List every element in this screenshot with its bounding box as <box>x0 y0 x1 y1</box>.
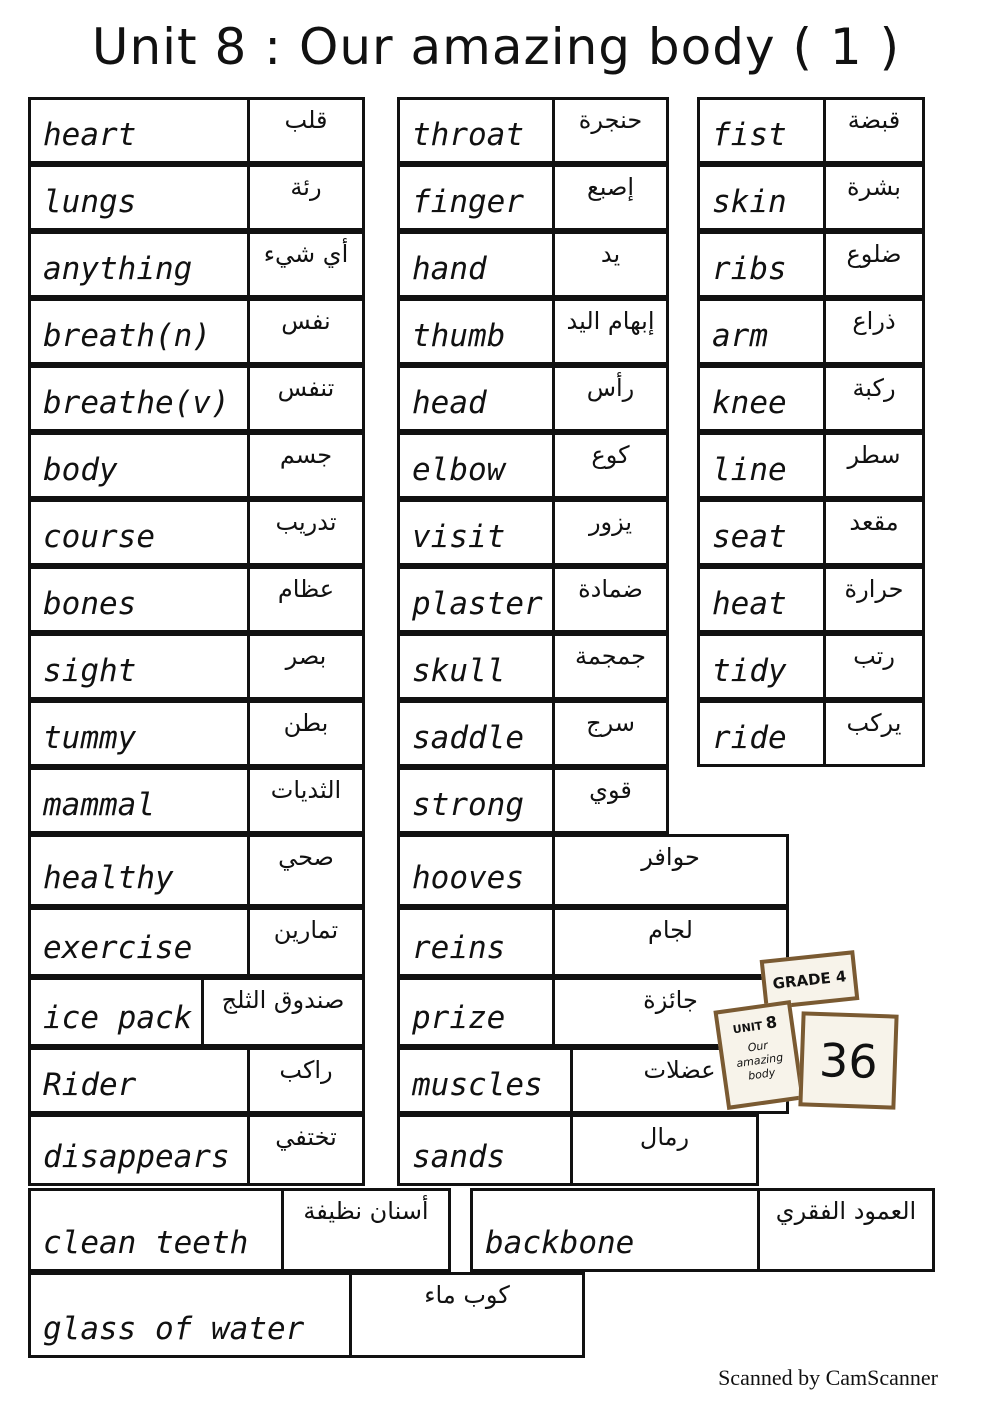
arabic-translation: نفس <box>247 301 362 362</box>
arabic-translation: بصر <box>247 636 362 697</box>
vocab-row <box>28 767 365 834</box>
english-word: seat <box>712 519 787 555</box>
vocab-row <box>697 164 925 231</box>
vocab-row <box>697 432 925 499</box>
english-word: sight <box>43 653 137 689</box>
english-word: muscles <box>412 1067 543 1103</box>
arabic-translation: صندوق الثلج <box>201 980 362 1044</box>
arabic-translation: بطن <box>247 703 362 764</box>
arabic-translation: ضلوع <box>823 234 922 295</box>
vocab-row <box>697 298 925 365</box>
vocab-row <box>28 566 365 633</box>
vocab-row <box>397 365 669 432</box>
arabic-translation: تختفي <box>247 1117 362 1183</box>
vocab-row <box>28 432 365 499</box>
vocab-row <box>28 499 365 566</box>
arabic-translation: صحي <box>247 837 362 904</box>
vocab-row <box>28 977 365 1047</box>
vocab-row <box>28 633 365 700</box>
arabic-translation: حوافر <box>552 837 786 904</box>
arabic-translation: جائزة <box>552 980 786 1044</box>
arabic-translation: العمود الفقري <box>757 1191 932 1269</box>
english-word: body <box>43 452 118 488</box>
vocab-row <box>28 834 365 907</box>
english-word: ice pack <box>43 1000 193 1036</box>
page-title: Unit 8 : Our amazing body ( 1 ) <box>91 18 901 76</box>
arabic-translation: تدريب <box>247 502 362 563</box>
vocab-row <box>397 499 669 566</box>
english-word: visit <box>412 519 506 555</box>
vocab-row <box>28 1114 365 1186</box>
english-word: bones <box>43 586 137 622</box>
english-word: thumb <box>412 318 506 354</box>
english-word: throat <box>412 117 524 153</box>
vocab-row <box>397 834 789 907</box>
vocab-row <box>28 907 365 977</box>
vocab-row <box>28 298 365 365</box>
vocab-row <box>397 767 669 834</box>
arabic-translation: قلب <box>247 100 362 161</box>
english-word: backbone <box>485 1225 635 1261</box>
arabic-translation: رئة <box>247 167 362 228</box>
vocab-row <box>28 1047 365 1114</box>
vocab-row <box>28 97 365 164</box>
english-word: fist <box>712 117 787 153</box>
page-number: 36 <box>818 1032 879 1089</box>
arabic-translation: تنفس <box>247 368 362 429</box>
arabic-translation: جمجمة <box>552 636 666 697</box>
grade-text: GRADE 4 <box>771 967 848 993</box>
english-word: elbow <box>412 452 506 488</box>
english-word: glass of water <box>43 1311 305 1347</box>
english-word: prize <box>412 1000 506 1036</box>
arabic-translation: لجام <box>552 910 786 974</box>
vocab-row <box>28 700 365 767</box>
arabic-translation: يد <box>552 234 666 295</box>
arabic-translation: الثديات <box>247 770 362 831</box>
arabic-translation: عضلات <box>570 1050 786 1111</box>
arabic-translation: راكب <box>247 1050 362 1111</box>
vocab-row <box>697 700 925 767</box>
english-word: heart <box>43 117 137 153</box>
english-word: hand <box>412 251 487 287</box>
arabic-translation: إبهام اليد <box>552 301 666 362</box>
english-word: exercise <box>43 930 193 966</box>
vocab-row <box>470 1188 935 1272</box>
arabic-translation: يركب <box>823 703 922 764</box>
vocab-row <box>397 97 669 164</box>
vocab-row <box>697 633 925 700</box>
arabic-translation: يزور <box>552 502 666 563</box>
vocab-row <box>28 164 365 231</box>
vocab-row <box>697 566 925 633</box>
arabic-translation: حرارة <box>823 569 922 630</box>
english-word: skin <box>712 184 787 220</box>
arabic-translation: رأس <box>552 368 666 429</box>
english-word: tidy <box>712 653 787 689</box>
unit-number: 8 <box>764 1012 779 1033</box>
page-number-card <box>798 1011 898 1109</box>
english-word: Rider <box>43 1067 137 1103</box>
english-word: ribs <box>712 251 787 287</box>
vocab-row <box>397 566 669 633</box>
vocab-row <box>697 499 925 566</box>
english-word: ride <box>712 720 787 756</box>
arabic-translation: قبضة <box>823 100 922 161</box>
vocab-row <box>397 1114 759 1186</box>
english-word: heat <box>712 586 787 622</box>
arabic-translation: رمال <box>570 1117 756 1183</box>
vocab-row <box>697 97 925 164</box>
english-word: mammal <box>43 787 155 823</box>
english-word: tummy <box>43 720 137 756</box>
arabic-translation: سرج <box>552 703 666 764</box>
arabic-translation: ذراع <box>823 301 922 362</box>
vocab-row <box>697 231 925 298</box>
scanner-footer: Scanned by CamScanner <box>718 1365 938 1390</box>
vocab-row <box>697 365 925 432</box>
arabic-translation: بشرة <box>823 167 922 228</box>
english-word: line <box>712 452 787 488</box>
unit-label: UNIT <box>731 1019 764 1037</box>
english-word: course <box>43 519 155 555</box>
arabic-translation: رتب <box>823 636 922 697</box>
vocab-row <box>397 298 669 365</box>
vocab-row <box>28 1272 585 1358</box>
english-word: strong <box>412 787 524 823</box>
english-word: disappears <box>43 1139 230 1175</box>
grade-badge <box>720 955 905 1115</box>
english-word: plaster <box>412 586 543 622</box>
arabic-translation: مقعد <box>823 502 922 563</box>
arabic-translation: أي شيء <box>247 234 362 295</box>
arabic-translation: قوي <box>552 770 666 831</box>
grade-label-card <box>760 950 860 1010</box>
english-word: lungs <box>43 184 137 220</box>
arabic-translation: ركبة <box>823 368 922 429</box>
vocab-row <box>28 1188 451 1272</box>
arabic-translation: كوب ماء <box>349 1275 582 1355</box>
english-word: reins <box>412 930 506 966</box>
vocab-row <box>397 432 669 499</box>
arabic-translation: جسم <box>247 435 362 496</box>
english-word: breathe(v) <box>43 385 230 421</box>
arabic-translation: إصبع <box>552 167 666 228</box>
arabic-translation: ضمادة <box>552 569 666 630</box>
english-word: hooves <box>412 860 524 896</box>
unit-card <box>713 1000 804 1110</box>
english-word: arm <box>712 318 768 354</box>
unit-title: Our amazing body <box>735 1038 784 1083</box>
english-word: clean teeth <box>43 1225 249 1261</box>
vocab-row <box>397 700 669 767</box>
english-word: anything <box>43 251 193 287</box>
english-word: healthy <box>43 860 174 896</box>
english-word: breath(n) <box>43 318 211 354</box>
arabic-translation: أسنان نظيفة <box>281 1191 448 1269</box>
english-word: saddle <box>412 720 524 756</box>
vocab-row <box>28 365 365 432</box>
english-word: knee <box>712 385 787 421</box>
vocab-row <box>397 633 669 700</box>
vocab-row <box>397 231 669 298</box>
arabic-translation: تمارين <box>247 910 362 974</box>
arabic-translation: حنجرة <box>552 100 666 161</box>
english-word: finger <box>412 184 524 220</box>
vocab-row <box>28 231 365 298</box>
english-word: sands <box>412 1139 506 1175</box>
english-word: head <box>412 385 487 421</box>
arabic-translation: عظام <box>247 569 362 630</box>
english-word: skull <box>412 653 506 689</box>
arabic-translation: سطر <box>823 435 922 496</box>
arabic-translation: كوع <box>552 435 666 496</box>
vocab-row <box>397 164 669 231</box>
